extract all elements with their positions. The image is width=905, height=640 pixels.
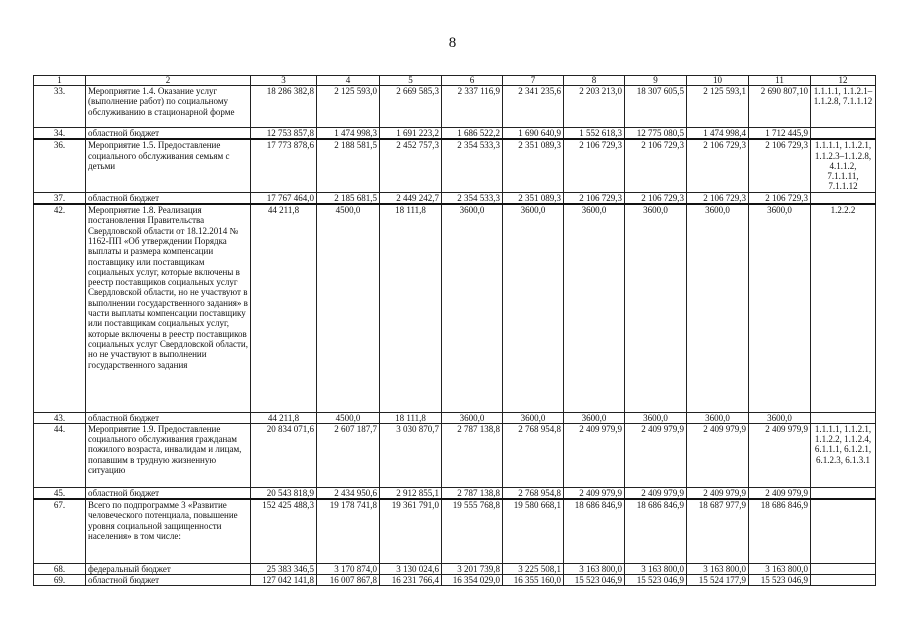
value-cell: 25 383 346,5 <box>251 563 317 574</box>
value-cell: 1 474 998,3 <box>317 128 380 140</box>
value-cell: 2 106 729,3 <box>625 139 687 192</box>
value-cell: 2 341 235,6 <box>503 86 564 128</box>
target-code <box>811 192 876 204</box>
value-cell: 152 425 488,3 <box>251 499 317 563</box>
table-row <box>34 412 876 423</box>
target-code: 1.1.1.1, 1.1.2.1–1.1.2.8, 7.1.1.12 <box>811 86 876 128</box>
row-number: 43. <box>34 412 86 423</box>
value-cell: 3 201 739,8 <box>442 563 503 574</box>
value-cell: 3600,0 <box>625 204 687 412</box>
value-cell: 2 787 138,8 <box>442 487 503 499</box>
value-cell: 2 607 187,7 <box>317 423 380 487</box>
value-cell: 18 686 846,9 <box>749 499 811 563</box>
table-row <box>34 563 876 574</box>
value-cell: 12 753 857,8 <box>251 128 317 140</box>
value-cell: 2 409 979,9 <box>687 487 749 499</box>
value-cell: 2 409 979,9 <box>625 487 687 499</box>
value-cell: 3 163 800,0 <box>564 563 625 574</box>
row-number: 36. <box>34 139 86 192</box>
value-cell: 3600,0 <box>687 204 749 412</box>
value-cell: 19 178 741,8 <box>317 499 380 563</box>
value-cell: 2 912 855,1 <box>380 487 442 499</box>
row-number: 45. <box>34 487 86 499</box>
value-cell: 15 523 046,9 <box>625 574 687 585</box>
value-cell: 2 351 089,3 <box>503 139 564 192</box>
value-cell: 15 523 046,9 <box>564 574 625 585</box>
header-row <box>34 76 876 86</box>
table-row <box>34 574 876 585</box>
value-cell: 19 555 768,8 <box>442 499 503 563</box>
value-cell: 2 351 089,3 <box>503 192 564 204</box>
table-row <box>34 128 876 140</box>
value-cell: 2 106 729,3 <box>564 139 625 192</box>
header-col: 12 <box>811 76 876 86</box>
value-cell: 16 231 766,4 <box>380 574 442 585</box>
value-cell: 2 669 585,3 <box>380 86 442 128</box>
value-cell: 2 106 729,3 <box>687 139 749 192</box>
row-description: Мероприятие 1.8. Реализация постановления Правительства Свердловской области от 18.12.2014 № 1162-ПП «Об утверждении Порядка выплаты и размера компенсации поставщику или поставщикам социальных услуг, которые включены в реестр поставщиков социальных услуг Свердловской области, но не участвуют в выполнении государственного задания» в части выплаты компенсации поставщику или поставщикам социальных услуг, которые включены в реестр поставщиков социальных услуг Свердловской области, но не участвуют в выполнении государственного задания <box>86 204 251 412</box>
value-cell: 3600,0 <box>564 204 625 412</box>
value-cell: 3 130 024,6 <box>380 563 442 574</box>
value-cell: 2 185 681,5 <box>317 192 380 204</box>
value-cell: 19 361 791,0 <box>380 499 442 563</box>
value-cell: 3 225 508,1 <box>503 563 564 574</box>
value-cell: 4500,0 <box>317 204 380 412</box>
value-cell: 3600,0 <box>503 412 564 423</box>
row-description: федеральный бюджет <box>86 563 251 574</box>
value-cell: 127 042 141,8 <box>251 574 317 585</box>
value-cell: 20 834 071,6 <box>251 423 317 487</box>
header-col: 9 <box>625 76 687 86</box>
value-cell: 2 106 729,3 <box>625 192 687 204</box>
value-cell: 1 690 640,9 <box>503 128 564 140</box>
row-description: Мероприятие 1.9. Предоставление социального обслуживания гражданам пожилого возраста, инвалидам и лицам, попавшим в трудную жизненную ситуацию <box>86 423 251 487</box>
value-cell: 16 355 160,0 <box>503 574 564 585</box>
value-cell: 2 768 954,8 <box>503 423 564 487</box>
row-description: областной бюджет <box>86 192 251 204</box>
page-number: 8 <box>448 35 457 51</box>
table-row <box>34 487 876 499</box>
row-description: областной бюджет <box>86 487 251 499</box>
target-code <box>811 128 876 140</box>
header-col: 6 <box>442 76 503 86</box>
value-cell: 3 030 870,7 <box>380 423 442 487</box>
value-cell: 2 106 729,3 <box>749 139 811 192</box>
value-cell: 2 188 581,5 <box>317 139 380 192</box>
value-cell: 3 163 800,0 <box>749 563 811 574</box>
target-code <box>811 487 876 499</box>
table-row <box>34 139 876 192</box>
row-description: областной бюджет <box>86 574 251 585</box>
value-cell: 2 409 979,9 <box>625 423 687 487</box>
header-col: 7 <box>503 76 564 86</box>
row-number: 33. <box>34 86 86 128</box>
value-cell: 19 580 668,1 <box>503 499 564 563</box>
value-cell: 18 307 605,5 <box>625 86 687 128</box>
table-row <box>34 192 876 204</box>
table-row <box>34 204 876 412</box>
value-cell: 17 767 464,0 <box>251 192 317 204</box>
value-cell: 3600,0 <box>564 412 625 423</box>
value-cell: 2 409 979,9 <box>564 487 625 499</box>
value-cell: 2 337 116,9 <box>442 86 503 128</box>
value-cell: 4500,0 <box>317 412 380 423</box>
row-number: 42. <box>34 204 86 412</box>
header-col: 11 <box>749 76 811 86</box>
row-number: 37. <box>34 192 86 204</box>
row-description: Мероприятие 1.4. Оказание услуг (выполнение работ) по социальному обслуживанию в стационарной форме <box>86 86 251 128</box>
header-col: 10 <box>687 76 749 86</box>
value-cell: 2 125 593,0 <box>317 86 380 128</box>
value-cell: 16 007 867,8 <box>317 574 380 585</box>
value-cell: 20 543 818,9 <box>251 487 317 499</box>
value-cell: 3600,0 <box>749 412 811 423</box>
table-row <box>34 86 876 128</box>
value-cell: 18 111,8 <box>380 412 442 423</box>
target-code <box>811 499 876 563</box>
header-col: 1 <box>34 76 86 86</box>
header-col: 2 <box>86 76 251 86</box>
row-description: областной бюджет <box>86 128 251 140</box>
value-cell: 2 106 729,3 <box>687 192 749 204</box>
target-code <box>811 563 876 574</box>
value-cell: 17 773 878,6 <box>251 139 317 192</box>
row-description: Всего по подпрограмме 3 «Развитие человеческого потенциала, повышение уровня социальной защищенности населения» в том числе: <box>86 499 251 563</box>
value-cell: 1 686 522,2 <box>442 128 503 140</box>
value-cell: 3 170 874,0 <box>317 563 380 574</box>
value-cell: 2 106 729,3 <box>564 192 625 204</box>
header-col: 8 <box>564 76 625 86</box>
row-number: 67. <box>34 499 86 563</box>
value-cell: 2 409 979,9 <box>749 487 811 499</box>
value-cell: 2 449 242,7 <box>380 192 442 204</box>
value-cell: 1 552 618,3 <box>564 128 625 140</box>
table-row <box>34 499 876 563</box>
value-cell: 15 523 046,9 <box>749 574 811 585</box>
value-cell: 3600,0 <box>442 204 503 412</box>
value-cell: 1 474 998,4 <box>687 128 749 140</box>
target-code: 1.2.2.2 <box>811 204 876 412</box>
header-col: 5 <box>380 76 442 86</box>
row-number: 68. <box>34 563 86 574</box>
value-cell: 44 211,8 <box>251 412 317 423</box>
target-code: 1.1.1.1, 1.1.2.1, 1.1.2.2, 1.1.2.4, 6.1.1.1, 6.1.2.1, 6.1.2.3, 6.1.3.1 <box>811 423 876 487</box>
header-col: 4 <box>317 76 380 86</box>
value-cell: 3600,0 <box>625 412 687 423</box>
value-cell: 2 409 979,9 <box>749 423 811 487</box>
value-cell: 18 687 977,9 <box>687 499 749 563</box>
row-number: 69. <box>34 574 86 585</box>
value-cell: 3600,0 <box>442 412 503 423</box>
value-cell: 2 787 138,8 <box>442 423 503 487</box>
value-cell: 18 686 846,9 <box>625 499 687 563</box>
value-cell: 3 163 800,0 <box>625 563 687 574</box>
value-cell: 3 163 800,0 <box>687 563 749 574</box>
row-number: 34. <box>34 128 86 140</box>
value-cell: 2 452 757,3 <box>380 139 442 192</box>
value-cell: 18 686 846,9 <box>564 499 625 563</box>
header-col: 3 <box>251 76 317 86</box>
value-cell: 16 354 029,0 <box>442 574 503 585</box>
target-code <box>811 412 876 423</box>
value-cell: 15 524 177,9 <box>687 574 749 585</box>
target-code: 1.1.1.1, 1.1.2.1, 1.1.2.3–1.1.2.8, 4.1.1.2, 7.1.1.11, 7.1.1.12 <box>811 139 876 192</box>
value-cell: 18 286 382,8 <box>251 86 317 128</box>
value-cell: 18 111,8 <box>380 204 442 412</box>
value-cell: 1 712 445,9 <box>749 128 811 140</box>
value-cell: 2 409 979,9 <box>687 423 749 487</box>
value-cell: 3600,0 <box>687 412 749 423</box>
value-cell: 2 203 213,0 <box>564 86 625 128</box>
row-description: областной бюджет <box>86 412 251 423</box>
target-code <box>811 574 876 585</box>
value-cell: 1 691 223,2 <box>380 128 442 140</box>
table-row <box>34 423 876 487</box>
value-cell: 2 354 533,3 <box>442 139 503 192</box>
budget-table <box>33 75 876 586</box>
value-cell: 2 106 729,3 <box>749 192 811 204</box>
value-cell: 2 690 807,10 <box>749 86 811 128</box>
value-cell: 2 768 954,8 <box>503 487 564 499</box>
table-body <box>34 76 876 586</box>
value-cell: 2 434 950,6 <box>317 487 380 499</box>
value-cell: 12 775 080,5 <box>625 128 687 140</box>
value-cell: 2 125 593,1 <box>687 86 749 128</box>
value-cell: 44 211,8 <box>251 204 317 412</box>
value-cell: 3600,0 <box>503 204 564 412</box>
value-cell: 2 354 533,3 <box>442 192 503 204</box>
value-cell: 2 409 979,9 <box>564 423 625 487</box>
row-description: Мероприятие 1.5. Предоставление социального обслуживания семьям с детьми <box>86 139 251 192</box>
row-number: 44. <box>34 423 86 487</box>
value-cell: 3600,0 <box>749 204 811 412</box>
